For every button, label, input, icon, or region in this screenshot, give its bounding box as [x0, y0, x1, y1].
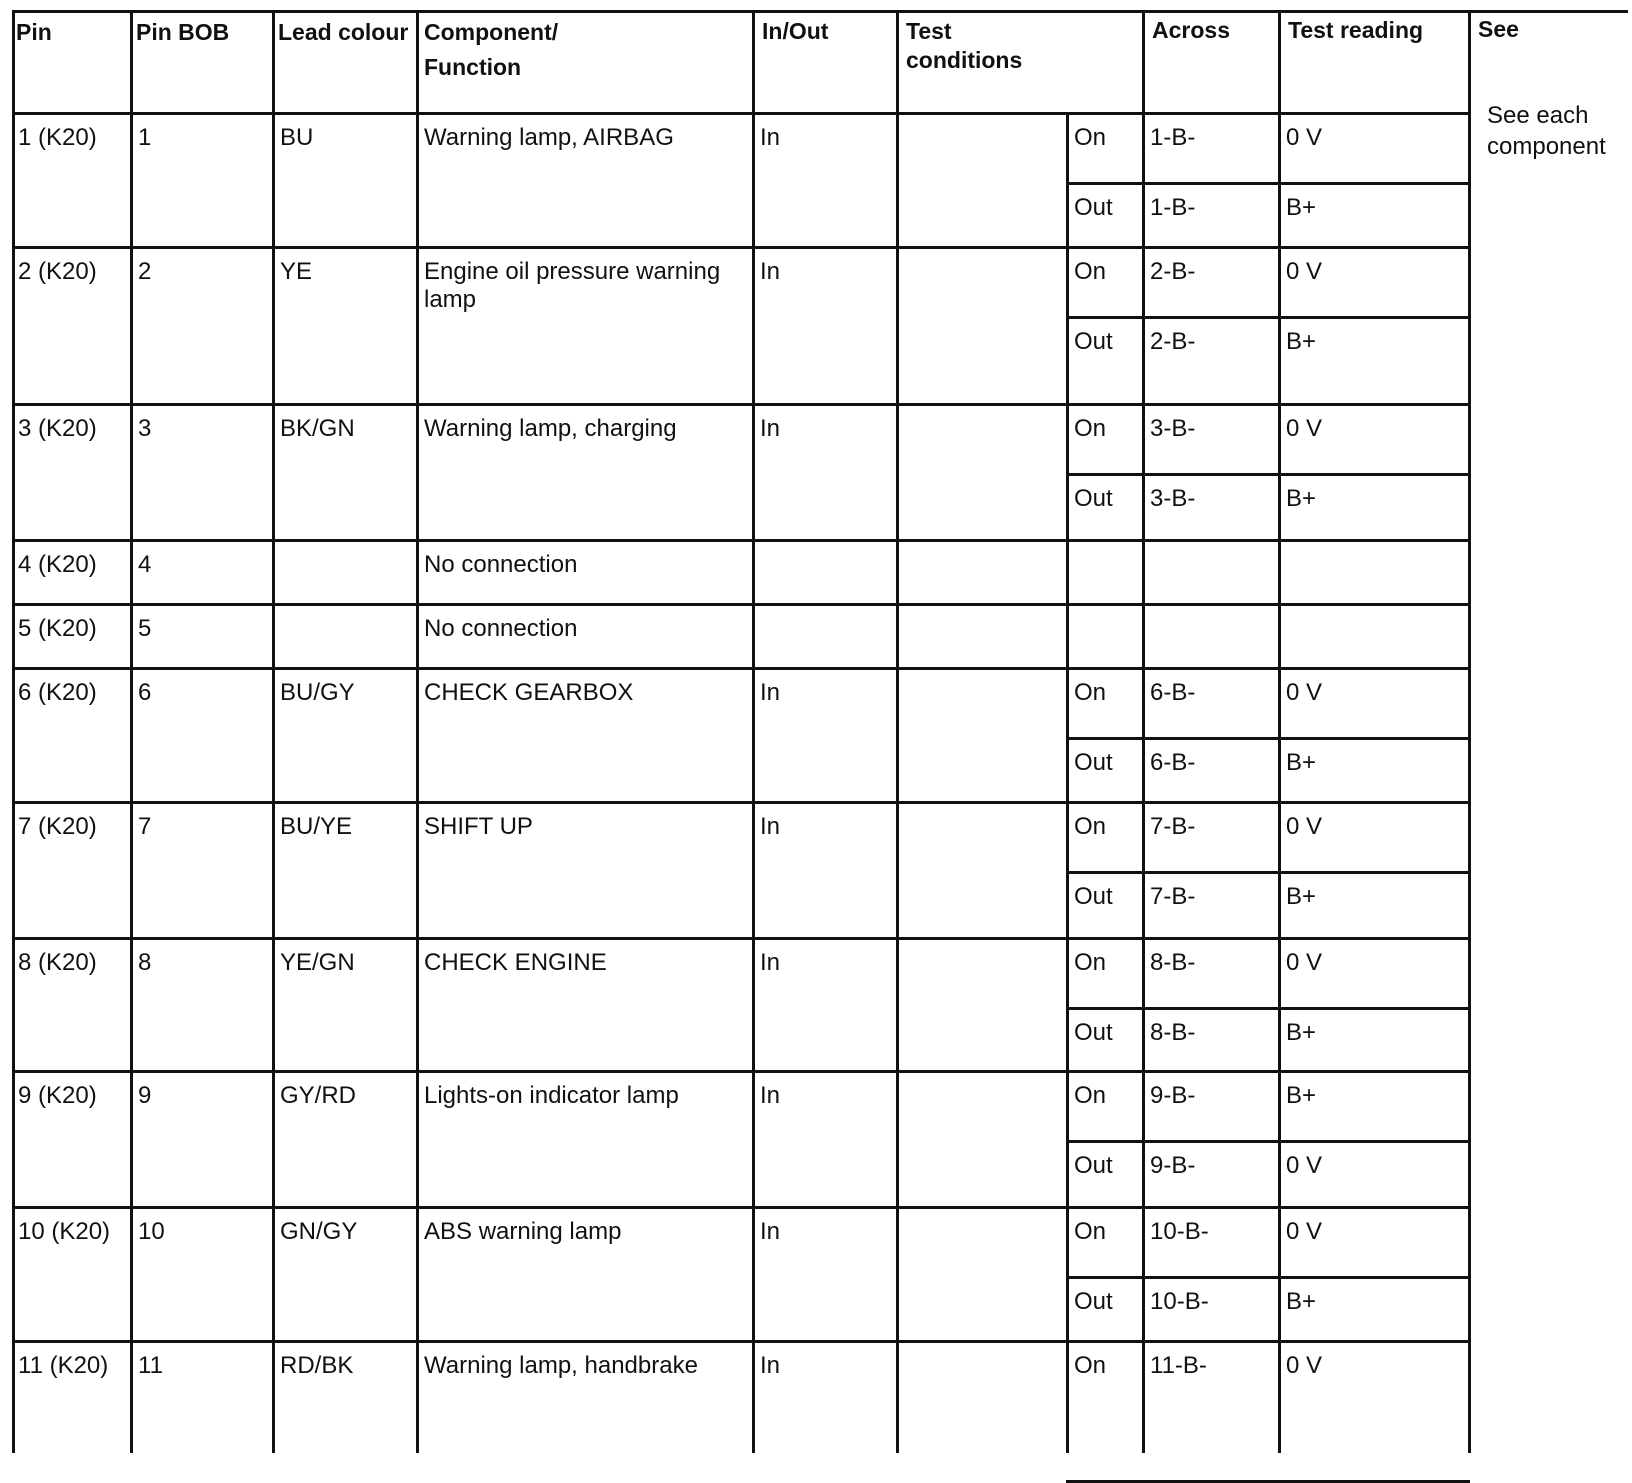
- row-component: SHIFT UP: [424, 813, 533, 840]
- row-lead-colour: YE/GN: [280, 949, 355, 976]
- row-across: 3-B-: [1150, 415, 1196, 442]
- row-condition-state: On: [1074, 124, 1107, 151]
- row-pin-bob: 6: [138, 679, 152, 706]
- row-across: 7-B-: [1150, 813, 1196, 840]
- row-in-out: In: [760, 124, 781, 151]
- row-test-reading: 0 V: [1286, 258, 1323, 285]
- column-border-pin: [12, 10, 15, 1453]
- header-in-out: In/Out: [762, 18, 829, 44]
- row-border: [12, 1340, 1470, 1343]
- header-lead-colour: Lead colour: [278, 19, 409, 45]
- sub-row-border: [1066, 737, 1470, 740]
- row-across: 1-B-: [1150, 124, 1196, 151]
- row-component: ABS warning lamp: [424, 1218, 622, 1245]
- row-across: 11-B-: [1150, 1352, 1207, 1379]
- row-pin: 11 (K20): [18, 1352, 109, 1379]
- column-border-component: [416, 10, 419, 1453]
- row-border: [12, 1206, 1470, 1209]
- row-across: 10-B-: [1150, 1288, 1209, 1315]
- row-test-reading: B+: [1286, 1082, 1317, 1109]
- row-across: 6-B-: [1150, 679, 1196, 706]
- row-in-out: In: [760, 258, 781, 285]
- header-pin-bob: Pin BOB: [136, 19, 230, 45]
- row-lead-colour: BU/GY: [280, 679, 355, 706]
- header-test: Test: [906, 18, 952, 44]
- row-pin-bob: 3: [138, 415, 152, 442]
- row-in-out: In: [760, 1352, 781, 1379]
- row-condition-state: Out: [1074, 328, 1113, 355]
- sub-row-border: [1066, 1007, 1470, 1010]
- row-across: 3-B-: [1150, 485, 1196, 512]
- row-component: Engine oil pressure warning lamp: [424, 258, 721, 313]
- row-test-reading: 0 V: [1286, 415, 1323, 442]
- row-pin-bob: 11: [138, 1352, 163, 1379]
- sub-row-border: [1066, 182, 1470, 185]
- row-lead-colour: BU: [280, 124, 314, 151]
- row-across: 8-B-: [1150, 1019, 1196, 1046]
- row-across: 6-B-: [1150, 749, 1196, 776]
- row-across: 9-B-: [1150, 1082, 1196, 1109]
- row-component: Warning lamp, charging: [424, 415, 677, 442]
- row-condition-state: Out: [1074, 485, 1113, 512]
- row-pin: 9 (K20): [18, 1082, 97, 1109]
- sub-row-border: [1066, 473, 1470, 476]
- row-pin-bob: 8: [138, 949, 152, 976]
- row-across: 7-B-: [1150, 883, 1196, 910]
- row-across: 10-B-: [1150, 1218, 1209, 1245]
- row-condition-state: On: [1074, 258, 1107, 285]
- column-border-in-out: [752, 10, 755, 1453]
- row-across: 1-B-: [1150, 194, 1196, 221]
- row-condition-state: On: [1074, 813, 1107, 840]
- column-border-test-reading: [1278, 10, 1281, 1453]
- row-pin: 1 (K20): [18, 124, 97, 151]
- row-condition-state: Out: [1074, 1288, 1113, 1315]
- row-condition-state: On: [1074, 1352, 1107, 1379]
- header-pin: Pin: [16, 19, 52, 45]
- row-lead-colour: BK/GN: [280, 415, 355, 442]
- row-test-reading: B+: [1286, 194, 1317, 221]
- row-border: [12, 603, 1470, 606]
- row-pin: 4 (K20): [18, 551, 97, 578]
- row-component: Lights-on indicator lamp: [424, 1082, 679, 1109]
- row-across: 8-B-: [1150, 949, 1196, 976]
- row-border: [12, 246, 1470, 249]
- row-pin-bob: 1: [138, 124, 152, 151]
- row-in-out: In: [760, 1082, 781, 1109]
- row-test-reading: B+: [1286, 485, 1317, 512]
- row-component: CHECK ENGINE: [424, 949, 607, 976]
- row-test-reading: 0 V: [1286, 1218, 1323, 1245]
- row-pin-bob: 10: [138, 1218, 165, 1245]
- row-in-out: In: [760, 679, 781, 706]
- row-condition-state: On: [1074, 679, 1107, 706]
- header-component: Component/: [424, 19, 559, 45]
- row-condition-state: Out: [1074, 1152, 1113, 1179]
- sub-row-border: [1066, 871, 1470, 874]
- column-border-test-conditions: [896, 10, 899, 1453]
- row-lead-colour: GY/RD: [280, 1082, 357, 1109]
- row-component: Warning lamp, handbrake: [424, 1352, 698, 1379]
- row-lead-colour: YE: [280, 258, 313, 285]
- row-condition-state: On: [1074, 1082, 1107, 1109]
- row-pin: 5 (K20): [18, 615, 97, 642]
- row-across: 2-B-: [1150, 328, 1196, 355]
- row-pin: 6 (K20): [18, 679, 97, 706]
- header-across: Across: [1152, 17, 1230, 43]
- row-condition-state: Out: [1074, 194, 1113, 221]
- row-test-reading: B+: [1286, 1019, 1317, 1046]
- row-pin-bob: 5: [138, 615, 152, 642]
- row-border: [12, 667, 1470, 670]
- row-in-out: In: [760, 949, 781, 976]
- row-test-reading: 0 V: [1286, 1152, 1323, 1179]
- row-lead-colour: RD/BK: [280, 1352, 354, 1379]
- header-bottom-border: [12, 112, 1470, 115]
- row-border: [12, 937, 1470, 940]
- row-border: [12, 539, 1470, 542]
- row-test-reading: 0 V: [1286, 813, 1323, 840]
- row-condition-state: Out: [1074, 883, 1113, 910]
- row-test-reading: 0 V: [1286, 124, 1323, 151]
- sub-row-border: [1066, 316, 1470, 319]
- row-across: 2-B-: [1150, 258, 1196, 285]
- row-condition-state: Out: [1074, 1019, 1113, 1046]
- row-pin-bob: 4: [138, 551, 152, 578]
- row-pin: 7 (K20): [18, 813, 97, 840]
- row-border: [12, 403, 1470, 406]
- column-border-pin-bob: [130, 10, 133, 1453]
- row-condition-state: On: [1074, 1218, 1107, 1245]
- row-component: CHECK GEARBOX: [424, 679, 634, 706]
- see-note-line-1: See each: [1487, 102, 1589, 129]
- column-border-lead-colour: [272, 10, 275, 1453]
- row-test-reading: 0 V: [1286, 949, 1323, 976]
- header-see: See: [1478, 16, 1519, 42]
- header-function: Function: [424, 54, 522, 80]
- row-pin-bob: 9: [138, 1082, 152, 1109]
- row-component: No connection: [424, 615, 578, 642]
- sub-row-border: [1066, 1276, 1470, 1279]
- row-pin-bob: 2: [138, 258, 152, 285]
- row-in-out: In: [760, 1218, 781, 1245]
- row-pin: 10 (K20): [18, 1218, 111, 1245]
- row-border: [12, 1070, 1470, 1073]
- column-border-see: [1468, 10, 1471, 1453]
- table-top-border: [12, 10, 1628, 13]
- header-test-reading: Test reading: [1288, 17, 1424, 43]
- sub-row-border: [1066, 1140, 1470, 1143]
- row-condition-state: On: [1074, 415, 1107, 442]
- row-border: [12, 801, 1470, 804]
- row-test-reading: 0 V: [1286, 1352, 1323, 1379]
- column-border-condition-state: [1066, 112, 1069, 1453]
- row-pin: 2 (K20): [18, 258, 97, 285]
- row-lead-colour: BU/YE: [280, 813, 353, 840]
- row-test-reading: B+: [1286, 1288, 1317, 1315]
- row-test-reading: B+: [1286, 749, 1317, 776]
- row-test-reading: B+: [1286, 883, 1317, 910]
- row-lead-colour: GN/GY: [280, 1218, 358, 1245]
- row-component: No connection: [424, 551, 578, 578]
- row-condition-state: On: [1074, 949, 1107, 976]
- row-across: 9-B-: [1150, 1152, 1196, 1179]
- see-note-line-2: component: [1487, 133, 1606, 160]
- row-test-reading: 0 V: [1286, 679, 1323, 706]
- row-in-out: In: [760, 415, 781, 442]
- column-border-across: [1142, 10, 1145, 1453]
- row-component: Warning lamp, AIRBAG: [424, 124, 674, 151]
- row-pin: 3 (K20): [18, 415, 97, 442]
- header-conditions: conditions: [906, 47, 1023, 73]
- row-condition-state: Out: [1074, 749, 1113, 776]
- row-test-reading: B+: [1286, 328, 1317, 355]
- row-pin: 8 (K20): [18, 949, 97, 976]
- row-in-out: In: [760, 813, 781, 840]
- row-pin-bob: 7: [138, 813, 152, 840]
